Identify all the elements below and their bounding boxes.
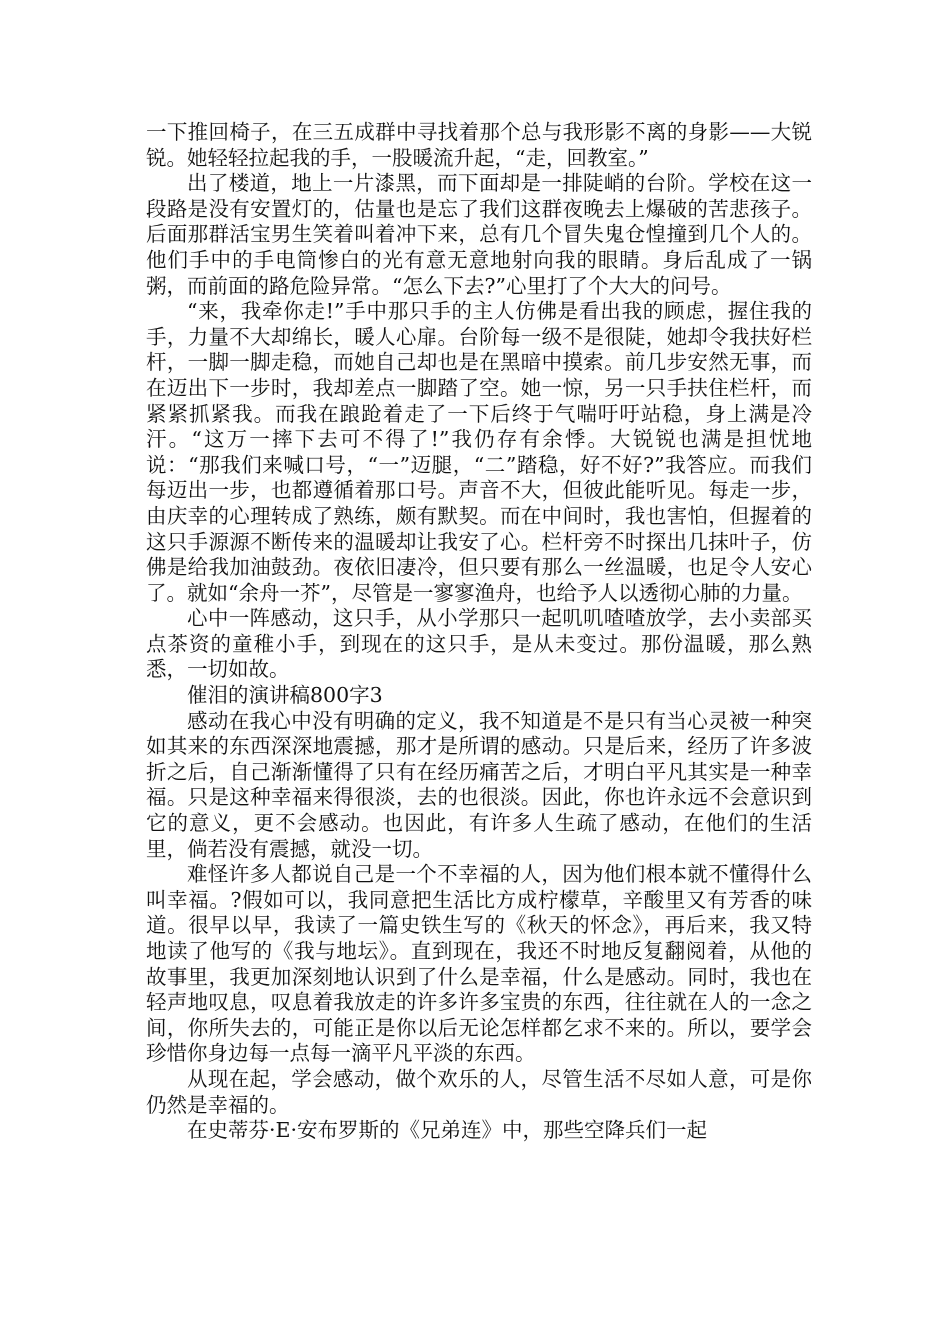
paragraph-4: 心中一阵感动，这只手，从小学那只一起叽叽喳喳放学，去小卖部买点茶资的童稚小手，到现在的这只手，是从未变过。那份温暖，那么熟悉，一切如故。 — [146, 606, 812, 682]
paragraph-3: “来，我牵你走!”手中那只手的主人仿佛是看出我的顾虑，握住我的手，力量不大却绵长，暖人心扉。台阶每一级不是很陡，她却令我扶好栏杆，一脚一脚走稳，而她自己却也是在黑暗中摸索。前几步安然无事，而在迈出下一步时，我却差点一脚踏了空。她一惊，另一只手扶住栏杆，而紧紧抓紧我。而我在踉跄着走了一下后终于气喘吁吁站稳，身上满是冷汗。“这万一摔下去可不得了!”我仍存有余悸。大锐锐也满是担忧地说：“那我们来喊口号，“一”迈腿，“二”踏稳，好不好?”我答应。而我们每迈出一步，也都遵循着那口号。声音不大，但彼此能听见。每走一步，由庆幸的心理转成了熟练，颇有默契。而在中间时，我也害怕，但握着的这只手源源不断传来的温暖却让我安了心。栏杆旁不时探出几抹叶子，仿佛是给我加油鼓劲。夜依旧凄冷，但只要有那么一丝温暖，也足令人安心了。就如“余舟一芥”，尽管是一寥寥渔舟，也给予人以透彻心肺的力量。 — [146, 299, 812, 605]
paragraph-8: 在史蒂芬·E·安布罗斯的《兄弟连》中，那些空降兵们一起 — [187, 1118, 707, 1143]
paragraph-1: 一下推回椅子，在三五成群中寻找着那个总与我形影不离的身影——大锐锐。她轻轻拉起我的手，一股暖流升起，“走，回教室。” — [146, 120, 812, 170]
section-heading: 催泪的演讲稿800字3 — [187, 683, 383, 708]
paragraph-6: 难怪许多人都说自己是一个不幸福的人，因为他们根本就不懂得什么叫幸福。?假如可以，我同意把生活比方成柠檬草，辛酸里又有芳香的味道。很早以早，我读了一篇史铁生写的《秋天的怀念》，再后来，我又特地读了他写的《我与地坛》。直到现在，我还不时地反复翻阅着，从他的故事里，我更加深刻地认识到了什么是幸福，什么是感动。同时，我也在轻声地叹息，叹息着我放走的许多许多宝贵的东西，往往就在人的一念之间，你所失去的，可能正是你以后无论怎样都乞求不来的。所以，要学会珍惜你身边每一点每一滴平凡平淡的东西。 — [146, 862, 812, 1066]
paragraph-2: 出了楼道，地上一片漆黑，而下面却是一排陡峭的台阶。学校在这一段路是没有安置灯的，估量也是忘了我们这群夜晚去上爆破的苦悲孩子。后面那群活宝男生笑着叫着冲下来，总有几个冒失鬼仓惶撞到几个人的。他们手中的手电筒惨白的光有意无意地射向我的眼睛。身后乱成了一锅粥，而前面的路危险异常。“怎么下去?”心里打了个大大的问号。 — [146, 171, 812, 298]
paragraph-5: 感动在我心中没有明确的定义，我不知道是不是只有当心灵被一种突如其来的东西深深地震撼，那才是所谓的感动。只是后来，经历了许多波折之后，自己渐渐懂得了只有在经历痛苦之后，才明白平凡其实是一种幸福。只是这种幸福来得很淡，去的也很淡。因此，你也许永远不会意识到它的意义，更不会感动。也因此，有许多人生疏了感动，在他们的生活里，倘若没有震撼，就没一切。 — [146, 708, 812, 861]
document-body — [146, 120, 812, 1144]
paragraph-7: 从现在起，学会感动，做个欢乐的人，尽管生活不尽如人意，可是你仍然是幸福的。 — [146, 1066, 812, 1117]
